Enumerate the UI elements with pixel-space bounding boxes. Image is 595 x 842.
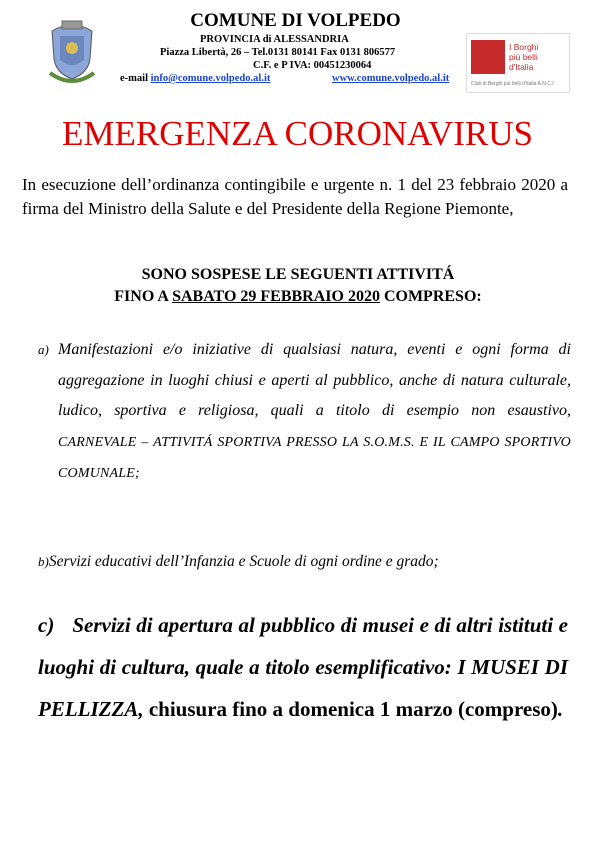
website-line [332,73,449,84]
badge-line-2: più belli [509,52,538,62]
list-text-a [58,335,571,490]
list-item-a [38,335,571,490]
list-item-b [38,550,571,574]
contact-line [120,73,270,84]
municipality-header [168,10,423,32]
main-title: EMERGENZA CORONAVIRUS [62,114,533,153]
list-marker-a: a) [38,342,49,357]
address-line: Piazza Libertà, 26 – Tel.0131 80141 Fax 0131 806577 [160,47,396,58]
notice-prefix: FINO A [114,288,173,305]
list-text-a-upper: CARNEVALE – ATTIVITÁ SPORTIVA PRESSO LA S.O.M.S. E IL CAMPO SPORTIVO COMUNALE; [58,434,571,481]
intro-paragraph: In esecuzione dell’ordinanza contingibile e urgente n. 1 del 23 febbraio 2020 a firma del Ministro della Salute e del Presidente della Regione Piemonte, [22,175,568,218]
province-line: PROVINCIA di ALESSANDRIA [200,34,349,45]
list-text-c-normal: chiusura fino a domenica 1 marzo (compreso) [143,697,558,721]
website-link[interactable]: www.comune.volpedo.al.it [332,73,450,84]
badge-small-text: Club di Borghi più belli d'Italia A.N.C.I. [471,81,556,87]
badge-line-3: d'Italia [509,62,534,72]
borghi-tower-logo [471,40,505,74]
volpedo-coat-of-arms [42,15,102,87]
suspension-notice [22,264,574,308]
list-text-c-italic: Servizi di apertura al pubblico di musei e di altri istituti e luoghi di cultura, quale a titolo esemplificativo: I MUSEI DI PELLIZZA, [38,613,568,721]
list-marker-b: b) [38,554,49,569]
list-marker-c: c) [38,613,55,637]
vat-line: C.F. e P IVA: 00451230064 [253,60,372,71]
badge-line-1: I Borghi [509,42,539,52]
municipality-name: COMUNE DI VOLPEDO [190,10,401,31]
notice-suffix: COMPRESO: [379,288,482,305]
email-link[interactable]: info@comune.volpedo.al.it [150,73,271,84]
list-text-b: Servizi educativi dell’Infanzia e Scuole di ogni ordine e grado; [48,553,439,570]
list-item-c [38,604,568,730]
notice-date: SABATO 29 FEBBRAIO 2020 [172,288,380,305]
list-text-c-end: . [557,697,564,721]
borghi-piu-belli-badge [466,33,570,93]
email-label: e-mail [120,73,148,84]
list-text-a-main: Manifestazioni e/o iniziative di qualsiasi natura, eventi e ogni forma di aggregazione in luoghi chiusi e aperti al pubblico, anche di natura culturale, ludico, sportiva e religiosa, quali a titolo di esempio non esaustivo, [58,341,571,419]
borghi-badge-text [509,42,565,72]
notice-line-1: SONO SOSPESE LE SEGUENTI ATTIVITÁ [141,266,455,283]
notice-line-2 [22,286,574,308]
